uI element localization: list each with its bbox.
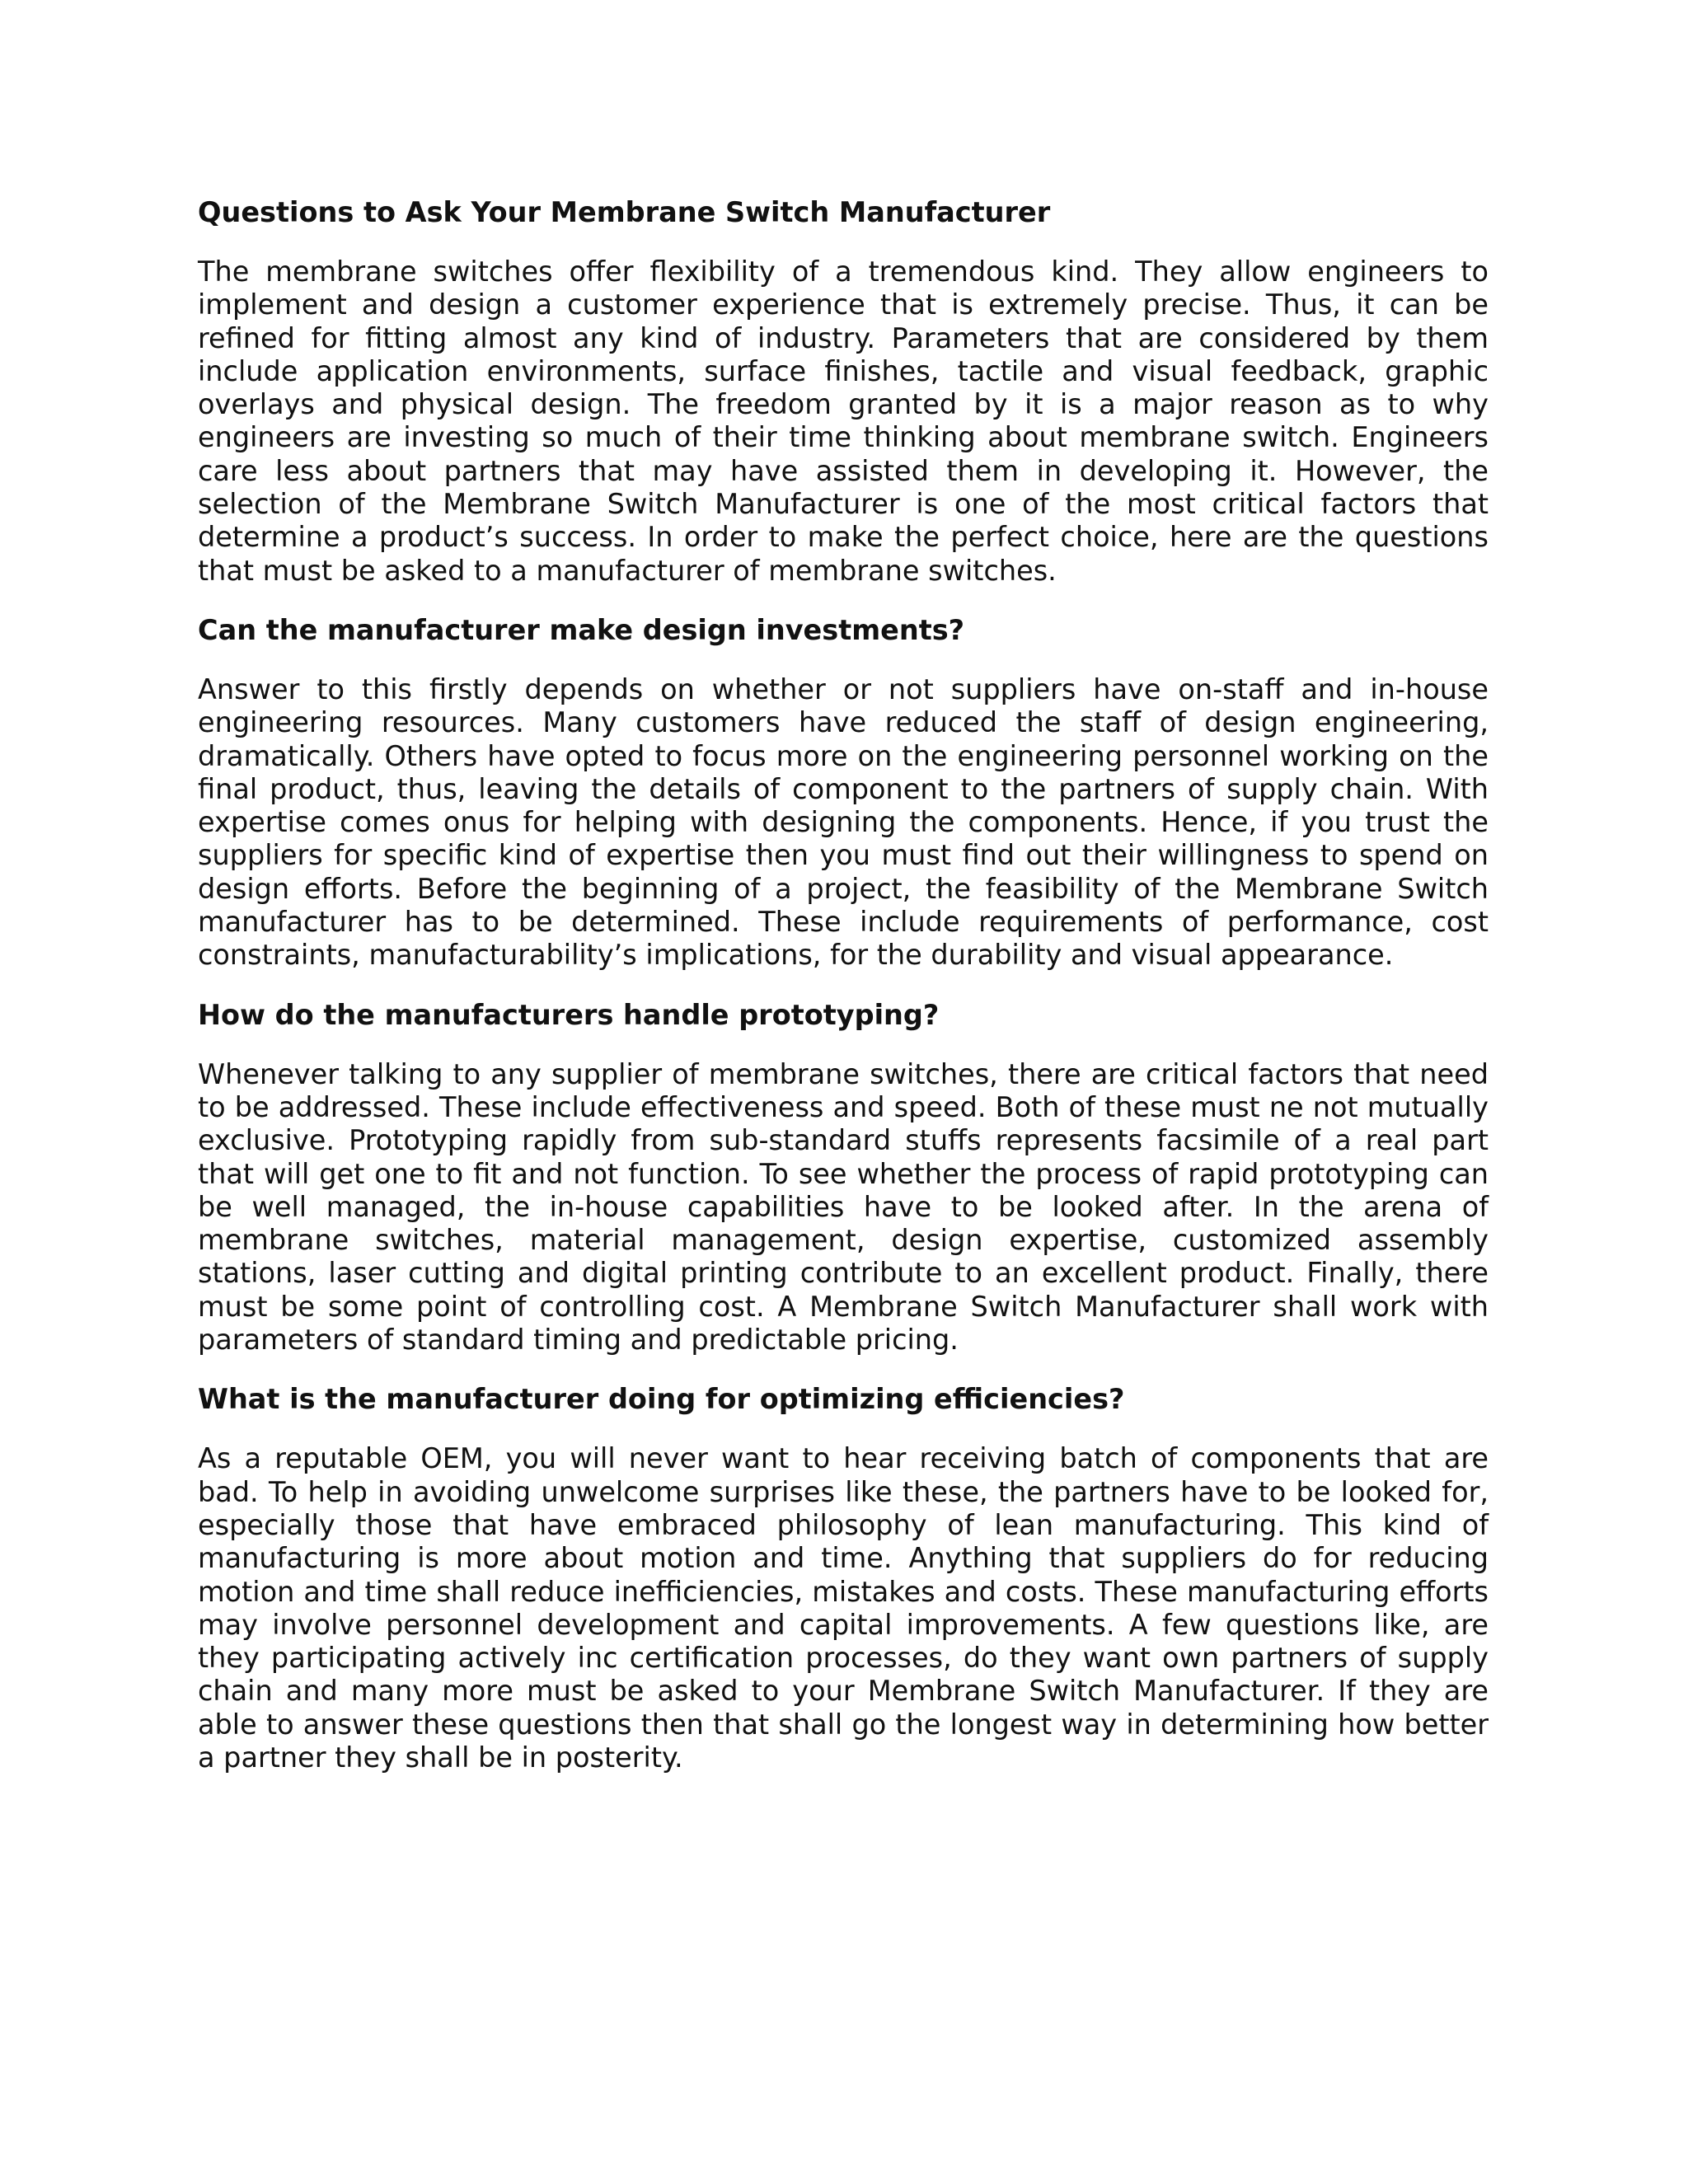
section-heading-prototyping: How do the manufacturers handle prototyping?	[198, 998, 940, 1031]
section-paragraph-efficiencies: As a reputable OEM, you will never want to hear receiving batch of components that are bad. To help in avoiding unwelcome surprises like these, the partners have to be looked for, especially those that have embraced philosophy of lean manufacturing. This kind of manufacturing is more about motion and time. Anything that suppliers do for reducing motion and time shall reduce inefficiencies, mistakes and costs. These manufacturing efforts may involve personnel development and capital improvements. A few questions like, are they participating actively inc certification processes, do they want own partners of supply chain and many more must be asked to your Membrane Switch Manufacturer. If they are able to answer these questions then that shall go the longest way in determining how better a partner they shall be in posterity.	[198, 1442, 1489, 1774]
section-paragraph-design-investments: Answer to this firstly depends on whether or not suppliers have on-staff and in-house engineering resources. Many customers have reduced the staff of design engineering, dramatically. Others have opted to focus more on the engineering personnel working on the final product, thus, leaving the details of component to the partners of supply chain. With expertise comes onus for helping with designing the components. Hence, if you trust the suppliers for specific kind of expertise then you must find out their willingness to spend on design efforts. Before the beginning of a project, the feasibility of the Membrane Switch manufacturer has to be determined. These include requirements of performance, cost constraints, manufacturability’s implications, for the durability and visual appearance.	[198, 673, 1489, 972]
section-heading-design-investments: Can the manufacturer make design investments?	[198, 613, 965, 646]
document-page	[198, 196, 1489, 1774]
intro-paragraph: The membrane switches offer flexibility of a tremendous kind. They allow engineers to implement and design a customer experience that is extremely precise. Thus, it can be refined for fitting almost any kind of industry. Parameters that are considered by them include application environments, surface finishes, tactile and visual feedback, graphic overlays and physical design. The freedom granted by it is a major reason as to why engineers are investing so much of their time thinking about membrane switch. Engineers care less about partners that may have assisted them in developing it. However, the selection of the Membrane Switch Manufacturer is one of the most critical factors that determine a product’s success. In order to make the perfect choice, here are the questions that must be asked to a manufacturer of membrane switches.	[198, 255, 1489, 587]
section-paragraph-prototyping: Whenever talking to any supplier of membrane switches, there are critical factors that need to be addressed. These include effectiveness and speed. Both of these must ne not mutually exclusive. Prototyping rapidly from sub-standard stuffs represents facsimile of a real part that will get one to fit and not function. To see whether the process of rapid prototyping can be well managed, the in-house capabilities have to be looked after. In the arena of membrane switches, material management, design expertise, customized assembly stations, laser cutting and digital printing contribute to an excellent product. Finally, there must be some point of controlling cost. A Membrane Switch Manufacturer shall work with parameters of standard timing and predictable pricing.	[198, 1057, 1489, 1357]
section-heading-efficiencies: What is the manufacturer doing for optimizing efficiencies?	[198, 1383, 1125, 1416]
document-title: Questions to Ask Your Membrane Switch Manufacturer	[198, 196, 1051, 228]
